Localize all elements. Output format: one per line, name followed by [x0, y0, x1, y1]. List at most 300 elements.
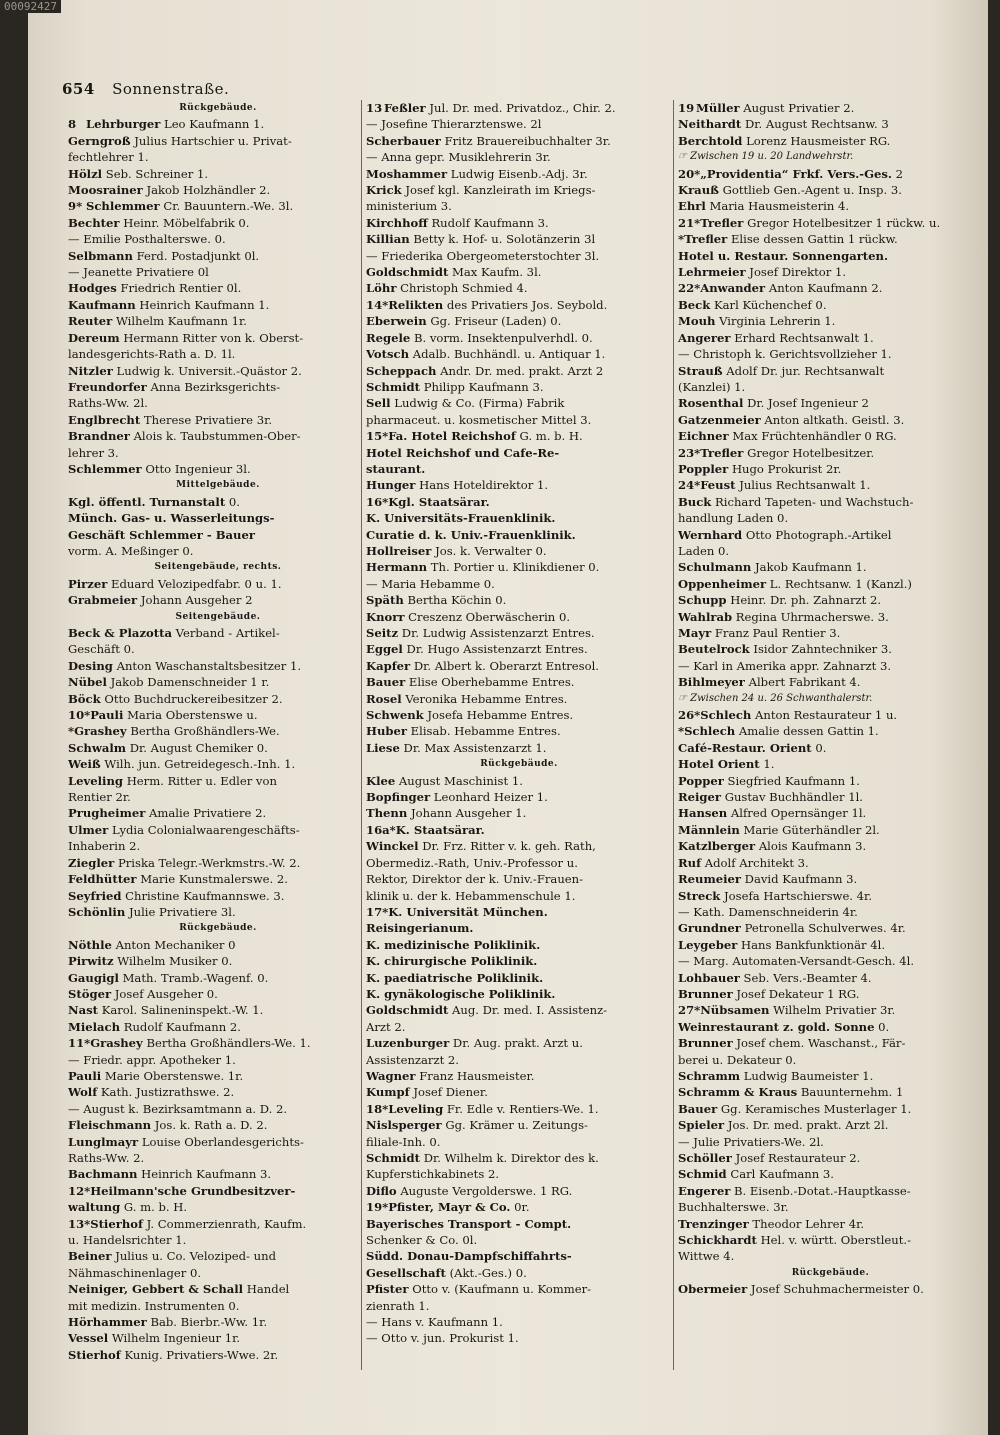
directory-entry [68, 527, 368, 543]
resident-details: Arzt 2. [366, 1019, 406, 1034]
resident-name: Eichner [678, 429, 729, 444]
column-divider [673, 100, 674, 1370]
resident-name: Engerer [678, 1183, 731, 1198]
resident-name: K. Universität München. [388, 904, 548, 919]
resident-details: Adolf Architekt 3. [704, 855, 809, 870]
resident-name: Ehrl [678, 199, 706, 214]
resident-name: Schlech [700, 708, 752, 723]
resident-name: Pauli [68, 1068, 102, 1083]
resident-name: Angerer [678, 330, 731, 345]
directory-entry [366, 953, 672, 969]
street-note: ☞ Zwischen 24 u. 26 Schwanthalerstr. [678, 692, 873, 704]
house-number: 26* [678, 708, 701, 723]
directory-entry [678, 166, 983, 182]
resident-name: Hotel Orient [678, 757, 760, 772]
resident-details: Leo Kaufmann 1. [164, 117, 265, 132]
directory-entry [366, 1150, 672, 1166]
resident-name: Curatie d. k. Univ.-Frauenklinik. [366, 527, 576, 542]
directory-entry [68, 280, 368, 296]
resident-details: — Friedr. appr. Apotheker 1. [68, 1052, 236, 1067]
directory-entry [366, 723, 672, 739]
directory-entry [678, 756, 983, 772]
resident-name: Rosenthal [678, 396, 744, 411]
resident-details: Cr. Bauuntern.-We. 3l. [163, 199, 294, 214]
resident-details: — August k. Bezirksamtmann a. D. 2. [68, 1101, 288, 1116]
resident-details: Lorenz Hausmeister RG. [746, 133, 891, 148]
house-number: 14* [366, 297, 389, 312]
resident-details: mit medizin. Instrumenten 0. [68, 1298, 240, 1313]
directory-entry [68, 198, 368, 214]
directory-entry [678, 1150, 983, 1166]
resident-name: Reuter [68, 314, 113, 329]
resident-details: Bab. Bierbr.-Ww. 1r. [150, 1315, 268, 1330]
resident-details: Julius Rechtsanwalt 1. [739, 478, 871, 493]
directory-entry [366, 740, 672, 756]
house-number: 9* [68, 199, 83, 214]
resident-details: Adolf Dr. jur. Rechtsanwalt [726, 363, 885, 378]
resident-details: Christine Kaufmannswe. 3. [125, 888, 285, 903]
resident-name: Killian [366, 232, 410, 247]
directory-entry [68, 1248, 368, 1264]
resident-details: Fritz Brauereibuchhalter 3r. [444, 133, 611, 148]
resident-name: Beck [678, 297, 711, 312]
resident-details: Jakob Holzhändler 2. [146, 183, 271, 198]
resident-name: Wahlrab [678, 609, 733, 624]
resident-name: Wolf [68, 1085, 98, 1100]
resident-name: Feldhütter [68, 872, 137, 887]
directory-entry [68, 494, 368, 510]
house-number: 17* [366, 904, 389, 919]
directory-entry [68, 904, 368, 920]
resident-name: Krick [366, 183, 402, 198]
directory-entry [678, 477, 983, 493]
resident-name: Sell [366, 396, 391, 411]
resident-details: (Akt.-Ges.) 0. [449, 1265, 527, 1280]
resident-details: Ludwig k. Universit.-Quästor 2. [116, 363, 302, 378]
directory-entry [678, 658, 983, 674]
resident-details: Gregor Hotelbesitzer 1 rückw. u. [747, 215, 941, 230]
resident-details: Hel. v. württ. Oberstleut.- [760, 1233, 912, 1248]
resident-name: K. medizinische Poliklinik. [366, 937, 541, 952]
resident-details: (Kanzlei) 1. [678, 379, 746, 394]
resident-details: Petronella Schulverwes. 4r. [744, 921, 906, 936]
resident-details: Gustav Buchhändler 1l. [724, 790, 863, 805]
resident-details: Bauunternehm. 1 [800, 1085, 904, 1100]
resident-details: Aug. Dr. med. I. Assistenz- [451, 1003, 608, 1018]
resident-name: Kumpf [366, 1085, 410, 1100]
resident-details: G. m. b. H. [123, 1200, 188, 1215]
resident-name: Wagner [366, 1068, 416, 1083]
directory-entry [678, 838, 983, 854]
house-number: 27* [678, 1003, 701, 1018]
directory-entry [366, 215, 672, 231]
resident-details: L. Rechtsanw. 1 (Kanzl.) [769, 576, 912, 591]
house-number: 20* [678, 166, 701, 181]
directory-entry [366, 674, 672, 690]
directory-entry [68, 773, 368, 789]
directory-entry [366, 822, 672, 838]
house-number: 19* [366, 1200, 389, 1215]
resident-details: Auguste Vergolderswe. 1 RG. [400, 1183, 573, 1198]
directory-entry [68, 1101, 368, 1117]
resident-name: Moosrainer [68, 183, 143, 198]
resident-name: Café-Restaur. Orient [678, 740, 812, 755]
directory-entry [68, 510, 368, 526]
resident-details: zienrath 1. [366, 1298, 430, 1313]
directory-entry [68, 888, 368, 904]
resident-name: Grabmeier [68, 593, 138, 608]
directory-entry [68, 1183, 368, 1199]
resident-name: Seitz [366, 626, 399, 640]
directory-entry [68, 297, 368, 313]
directory-entry [678, 822, 983, 838]
resident-details: Friedrich Rentier 0l. [120, 281, 242, 296]
resident-details: Seb. Vers.-Beamter 4. [743, 970, 872, 985]
directory-entry [68, 330, 368, 346]
directory-entry [68, 149, 368, 165]
resident-name: Gatzenmeier [678, 412, 761, 427]
resident-details: Julie Privatiere 3l. [128, 904, 236, 919]
resident-details: Bertha Großhändlers-We. [130, 724, 280, 739]
building-subheading: Rückgebäude. [179, 103, 257, 113]
directory-entry [678, 182, 983, 198]
resident-details: J. Commerzienrath, Kaufm. [146, 1216, 307, 1231]
resident-name: Hodges [68, 281, 117, 296]
directory-entry [678, 1019, 983, 1035]
directory-entry [678, 773, 983, 789]
directory-entry [366, 904, 672, 920]
resident-name: Bopfinger [366, 790, 431, 805]
directory-entry [678, 1002, 983, 1018]
resident-name: Stierhof [90, 1216, 143, 1231]
directory-entry [68, 1166, 368, 1182]
resident-name: Kaufmann [68, 297, 136, 312]
resident-details: Josef chem. Waschanst., Fär- [736, 1036, 906, 1051]
resident-name: Gerngroß [68, 133, 131, 148]
resident-details: Herm. Ritter u. Edler von [126, 773, 277, 788]
resident-details: Ludwig & Co. (Firma) Fabrik [394, 396, 565, 411]
resident-name: Mouh [678, 314, 716, 329]
resident-details: — Marg. Automaten-Versandt-Gesch. 4l. [678, 954, 915, 969]
resident-details: Dr. Josef Ingenieur 2 [747, 396, 869, 411]
directory-entry [68, 674, 368, 690]
resident-name: Nislsperger [366, 1118, 442, 1133]
resident-name: Hermann [366, 560, 428, 575]
resident-details: Adalb. Buchhändl. u. Antiquar 1. [412, 347, 606, 362]
resident-name: Pirzer [68, 576, 108, 591]
resident-name: Kgl. öffentl. Turnanstalt [68, 494, 226, 509]
directory-entry [678, 723, 983, 739]
resident-details: Laden 0. [678, 543, 730, 558]
resident-details: Eduard Velozipedfabr. 0 u. 1. [111, 576, 282, 591]
resident-details: Karl Küchenchef 0. [713, 297, 827, 312]
resident-details: Jakob Damenschneider 1 r. [110, 675, 270, 690]
resident-details: Dr. Hugo Assistenzarzt Entres. [406, 642, 588, 657]
resident-details: Jos. k. Verwalter 0. [435, 543, 547, 558]
directory-entry [678, 445, 983, 461]
directory-entry [678, 1084, 983, 1100]
directory-page [28, 0, 988, 1435]
resident-name: Trefler [700, 215, 744, 230]
directory-entry [678, 133, 983, 149]
directory-entry [366, 1232, 672, 1248]
resident-name: Brunner [678, 986, 733, 1001]
directory-entry [68, 1199, 368, 1215]
resident-details: Josef Ausgeher 0. [114, 986, 218, 1001]
directory-entry [68, 543, 368, 559]
resident-name: Lohbauer [678, 970, 740, 985]
resident-details: Kunig. Privatiers-Wwe. 2r. [124, 1347, 279, 1362]
resident-name: Brunner [678, 1036, 733, 1051]
directory-entry [366, 297, 672, 313]
resident-details: Therese Privatiere 3r. [143, 412, 273, 427]
directory-entry [678, 510, 983, 526]
directory-entry [678, 1232, 983, 1248]
directory-entry [68, 1002, 368, 1018]
resident-name: K. gynäkologische Poliklinik. [366, 986, 556, 1001]
page-number: 654 [62, 80, 95, 98]
resident-details: Inhaberin 2. [68, 839, 141, 854]
resident-details: Richard Tapeten- und Wachstuch- [715, 494, 914, 509]
house-number: 13* [68, 1216, 91, 1231]
resident-name: Englbrecht [68, 412, 141, 427]
directory-entry [366, 1134, 672, 1150]
directory-entry [68, 313, 368, 329]
directory-entry [366, 559, 672, 575]
directory-entry [678, 215, 983, 231]
resident-name: Prugheimer [68, 806, 146, 821]
house-number: 21* [678, 215, 701, 230]
resident-details: B. Eisenb.-Dotat.-Hauptkasse- [734, 1183, 911, 1198]
resident-name: Bauer [678, 1101, 718, 1116]
directory-entry [678, 576, 983, 592]
resident-name: Reiger [678, 790, 722, 805]
resident-name: waltung [68, 1200, 121, 1215]
resident-details: Max Kaufm. 3l. [451, 265, 542, 280]
resident-details: Josef Dekateur 1 RG. [736, 986, 860, 1001]
resident-details: — Karl in Amerika appr. Zahnarzt 3. [678, 658, 892, 673]
resident-name: Bauer [366, 675, 406, 690]
resident-details: Rudolf Kaufmann 3. [431, 215, 549, 230]
resident-details: vorm. A. Meßinger 0. [68, 543, 194, 558]
directory-entry [678, 330, 983, 346]
directory-entry [678, 641, 983, 657]
resident-name: Löhr [366, 281, 397, 296]
resident-details: Otto Photograph.-Artikel [745, 527, 892, 542]
resident-details: Betty k. Hof- u. Solotänzerin 3l [413, 232, 596, 247]
resident-name: Müller [696, 101, 740, 115]
resident-details: Verband - Artikel- [175, 626, 280, 640]
directory-entry [366, 1052, 672, 1068]
resident-name: Münch. Gas- u. Wasserleitungs- [68, 511, 275, 526]
directory-entry [68, 1117, 368, 1133]
resident-details: Obermediz.-Rath, Univ.-Professor u. [366, 855, 578, 870]
directory-entry [68, 740, 368, 756]
directory-entry [366, 379, 672, 395]
directory-entry [68, 215, 368, 231]
resident-details: Philipp Kaufmann 3. [423, 379, 544, 394]
house-number: 10* [68, 708, 91, 723]
resident-name: Hölzl [68, 166, 103, 181]
resident-name: Bechter [68, 215, 120, 230]
resident-details: Jul. Dr. med. Privatdoz., Chir. 2. [429, 101, 616, 115]
resident-name: Trefler [700, 445, 744, 460]
directory-entry [678, 740, 983, 756]
resident-details: Math. Tramb.-Wagenf. 0. [122, 970, 269, 985]
resident-name: K. chirurgische Poliklinik. [366, 954, 538, 969]
resident-details: fechtlehrer 1. [68, 150, 149, 165]
resident-name: Vessel [68, 1331, 109, 1346]
resident-details: Josefa Hartschierswe. 4r. [724, 888, 873, 903]
resident-details: Dr. Max Assistenzarzt 1. [403, 740, 547, 755]
directory-entry [678, 1216, 983, 1232]
directory-entry [366, 461, 672, 477]
resident-name: Lehrburger [86, 117, 161, 132]
resident-details: — Anna gepr. Musiklehrerin 3r. [366, 150, 551, 165]
directory-entry [366, 658, 672, 674]
resident-details: Wilh. jun. Getreidegesch.-Inh. 1. [104, 757, 296, 772]
resident-name: Ziegler [68, 855, 115, 870]
resident-name: Liese [366, 740, 400, 755]
resident-name: K. paediatrische Poliklinik. [366, 970, 544, 985]
resident-name: Thenn [366, 806, 408, 821]
directory-entry [678, 231, 983, 247]
resident-details: Bertha Großhändlers-We. 1. [146, 1036, 311, 1051]
resident-details: — Jeanette Privatiere 0l [68, 265, 209, 280]
directory-entry [68, 231, 368, 247]
directory-entry [68, 1035, 368, 1051]
resident-name: Winckel [366, 839, 419, 854]
resident-details: Theodor Lehrer 4r. [752, 1216, 865, 1231]
resident-details: Dr. Frz. Ritter v. k. geh. Rath, [422, 839, 596, 854]
house-number: 19 [678, 101, 695, 115]
resident-details: Nähmaschinenlager 0. [68, 1265, 202, 1280]
house-number: 8 [68, 117, 77, 132]
resident-name: Beutelrock [678, 642, 750, 657]
resident-details: Dr. August Rechtsanw. 3 [744, 117, 889, 132]
directory-entry [366, 773, 672, 789]
resident-details: Schenker & Co. 0l. [366, 1233, 478, 1248]
resident-details: Franz Paul Rentier 3. [714, 626, 841, 640]
resident-name: Scherbauer [366, 133, 441, 148]
directory-entry [68, 1298, 368, 1314]
resident-details: — Josefine Thierarztenswe. 2l [366, 117, 542, 132]
resident-details: Marie Güterhändler 2l. [743, 822, 880, 837]
directory-entry [678, 592, 983, 608]
resident-name: Moshammer [366, 166, 448, 181]
resident-details: — Julie Privatiers-We. 2l. [678, 1134, 824, 1149]
resident-name: Männlein [678, 822, 740, 837]
directory-entry [366, 789, 672, 805]
directory-entry [366, 248, 672, 264]
directory-entry [366, 412, 672, 428]
resident-details: Jos. Dr. med. prakt. Arzt 2l. [727, 1118, 889, 1133]
resident-details: Wilhelm Privatier 3r. [773, 1003, 896, 1018]
resident-name: Feßler [384, 101, 426, 115]
directory-entry [68, 838, 368, 854]
resident-details: Heinr. Dr. ph. Zahnarzt 2. [730, 593, 882, 608]
resident-details: klinik u. der k. Hebammenschule 1. [366, 888, 576, 903]
resident-name: Grundner [678, 921, 741, 936]
resident-name: Freundorfer [68, 379, 147, 394]
directory-entry [678, 264, 983, 280]
directory-entry [366, 510, 672, 526]
directory-entry [366, 1019, 672, 1035]
resident-name: Neithardt [678, 117, 742, 132]
resident-details: Gregor Hotelbesitzer. [747, 445, 875, 460]
house-number: 11* [68, 1036, 91, 1051]
resident-details: Anton Restaurateur 1 u. [755, 708, 898, 723]
directory-entry [678, 412, 983, 428]
resident-details: Christoph Schmied 4. [400, 281, 528, 296]
directory-entry [678, 198, 983, 214]
resident-name: *Grashey [68, 724, 127, 739]
directory-entry [68, 379, 368, 395]
street-title: Sonnenstraße. [112, 80, 230, 98]
directory-entry [678, 855, 983, 871]
resident-details: Wilhelm Musiker 0. [117, 954, 233, 969]
directory-entry [366, 888, 672, 904]
resident-details: 0. [815, 740, 827, 755]
resident-name: Stierhof [68, 1347, 121, 1362]
directory-entry [68, 461, 368, 477]
resident-name: Selbmann [68, 248, 133, 263]
resident-details: Josef Restaurateur 2. [735, 1151, 861, 1165]
directory-entry [366, 970, 672, 986]
resident-name: Ruf [678, 855, 702, 870]
directory-entry [366, 1330, 672, 1346]
resident-details: Jos. k. Rath a. D. 2. [154, 1118, 268, 1133]
directory-entry [68, 363, 368, 379]
directory-entry [366, 395, 672, 411]
directory-entry [678, 346, 983, 362]
directory-entry [68, 445, 368, 461]
resident-name: Seyfried [68, 888, 122, 903]
resident-name: Kapfer [366, 658, 411, 673]
directory-entry [366, 937, 672, 953]
resident-details: Otto Ingenieur 3l. [145, 461, 251, 476]
directory-entry [366, 166, 672, 182]
resident-details: Dr. August Chemiker 0. [129, 740, 268, 755]
resident-name: Obermeier [678, 1282, 748, 1297]
resident-details: August Privatier 2. [743, 101, 855, 115]
resident-name: Geschäft Schlemmer - Bauer [68, 527, 255, 542]
resident-details: Hans Hoteldirektor 1. [419, 478, 549, 493]
directory-entry [68, 691, 368, 707]
resident-details: Elisab. Hebamme Entres. [410, 724, 561, 739]
resident-details: Marie Oberstenswe. 1r. [104, 1068, 244, 1083]
resident-details: Handel [246, 1282, 290, 1297]
directory-entry [68, 182, 368, 198]
resident-name: Popper [678, 773, 724, 788]
resident-details: Creszenz Oberwäscherin 0. [408, 609, 571, 624]
directory-entry [366, 182, 672, 198]
resident-details: Albert Fabrikant 4. [748, 675, 861, 690]
resident-name: Hunger [366, 478, 416, 493]
directory-entry [678, 428, 983, 444]
resident-name: Bayerisches Transport - Compt. [366, 1216, 572, 1231]
resident-details: berei u. Dekateur 0. [678, 1052, 797, 1067]
resident-name: Regele [366, 330, 411, 345]
resident-details: Kath. Justizrathswe. 2. [100, 1085, 235, 1100]
resident-details: David Kaufmann 3. [744, 872, 858, 887]
directory-entry [678, 313, 983, 329]
directory-entry [678, 625, 983, 641]
resident-name: Schöller [678, 1151, 732, 1165]
resident-details: Josefa Hebamme Entres. [427, 708, 574, 723]
resident-name: Schulmann [678, 560, 752, 575]
resident-details: Max Früchtenhändler 0 RG. [732, 429, 897, 444]
